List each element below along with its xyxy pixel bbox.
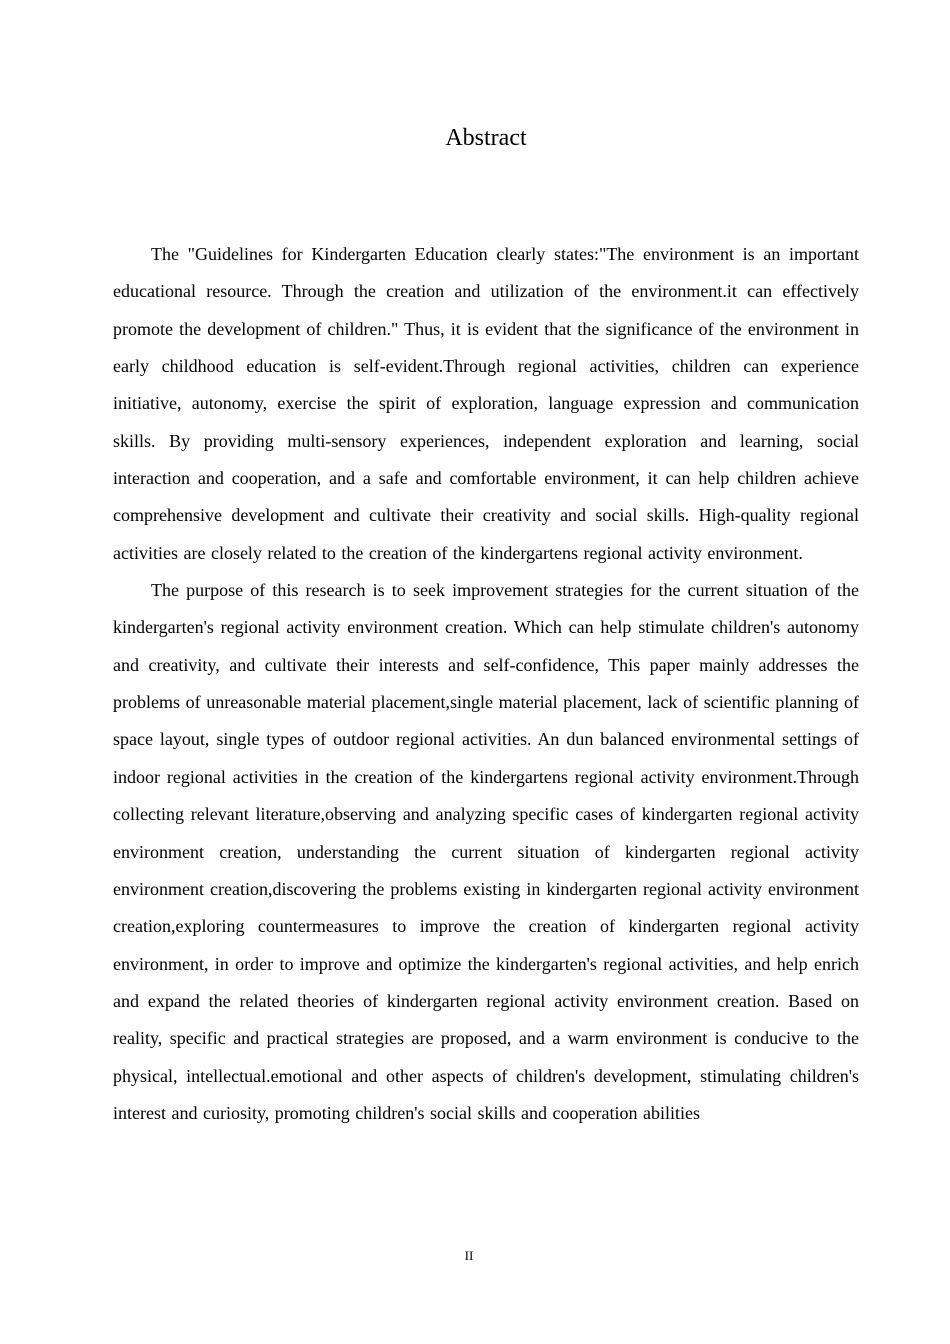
page-title: Abstract xyxy=(445,125,527,151)
abstract-paragraph-1: The "Guidelines for Kindergarten Education clearly states:"The environment is an important educational resource. Through the creation and utilization of the environment.it can effectively promote the development of children." Thus, it is evident that the significance of the environment in early childhood education is self-evident.Through regional activities, children can experience initiative, autonomy, exercise the spirit of exploration, language expression and communication skills. By providing multi-sensory experiences, independent exploration and learning, social interaction and cooperation, and a safe and comfortable environment, it can help children achieve comprehensive development and cultivate their creativity and social skills. High-quality regional activities are closely related to the creation of the kindergartens regional activity environment. xyxy=(113,244,859,563)
abstract-paragraph-2: The purpose of this research is to seek improvement strategies for the current situation of the kindergarten's regional activity environment creation. Which can help stimulate children's autonomy and creativity, and cultivate their interests and self-confidence, This paper mainly addresses the problems of unreasonable material placement,single material placement, lack of scientific planning of space layout, single types of outdoor regional activities. An dun balanced environmental settings of indoor regional activities in the creation of the kindergartens regional activity environment.Through collecting relevant literature,observing and analyzing specific cases of kindergarten regional activity environment creation, understanding the current situation of kindergarten regional activity environment creation,discovering the problems existing in kindergarten regional activity environment creation,exploring countermeasures to improve the creation of kindergarten regional activity environment, in order to improve and optimize the kindergarten's regional activities, and help enrich and expand the related theories of kindergarten regional activity environment creation. Based on reality, specific and practical strategies are proposed, and a warm environment is conducive to the physical, intellectual.emotional and other aspects of children's development, stimulating children's interest and curiosity, promoting children's social skills and cooperation abilities xyxy=(113,580,859,1123)
abstract-body xyxy=(113,236,859,1132)
page-number: II xyxy=(464,1248,474,1263)
